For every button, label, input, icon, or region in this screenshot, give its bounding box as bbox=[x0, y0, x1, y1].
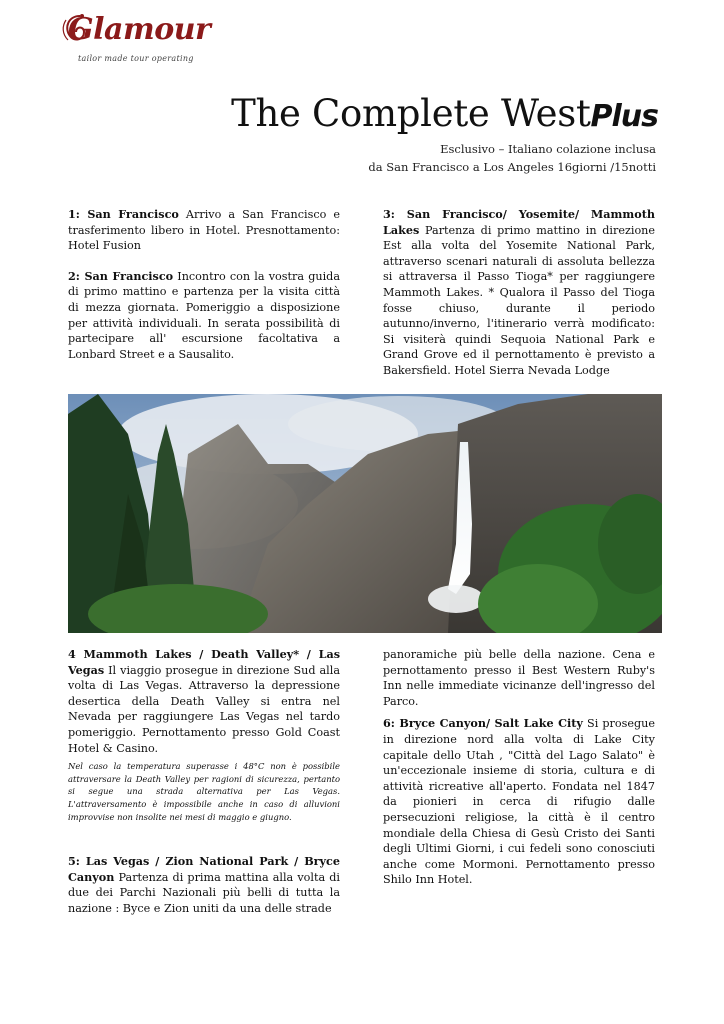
title-plus: Plus bbox=[590, 99, 658, 134]
column-bottom-right bbox=[383, 647, 655, 903]
day-2 bbox=[68, 269, 340, 363]
day-3 bbox=[383, 207, 655, 379]
subtitle-line-1: Esclusivo – Italiano colazione inclusa bbox=[440, 142, 656, 156]
day-4-heading: 4 Mammoth Lakes / Death Valley* / Las Vegas bbox=[68, 647, 340, 677]
day-5-text: Partenza di prima mattina alla volta di due dei Parchi Nazionali più belli di tutta la nazione : Byce e Zion uniti da una delle strade bbox=[68, 870, 340, 915]
day-4-note: Nel caso la temperatura superasse i 48°C non è possibile attraversare la Death Valley per ragioni di sicurezza, pertanto si segue una strada alternativa per Las Vegas. L'attraversamento è impossibile anche in caso di alluvioni improvvise non insolite nei mesi di maggio e giugno. bbox=[68, 761, 340, 822]
day-6 bbox=[383, 716, 655, 888]
day-6-text: Si prosegue in direzione nord alla volta di Lake City capitale dello Utah , "Città del Lago Salato" è un'eccezionale insieme di storia, cultura e di attività ricreative all'aperto. Fondata nel 1847 da pionieri in cerca di rifugio dalle persecuzioni religiose, la città è il centro mondiale della Chiesa di Gesù Cristo dei Santi degli Ultimi Giorni, i cui fedeli sono conosciuti anche come Mormoni. Pernottamento presso Shilo Inn Hotel. bbox=[383, 717, 655, 887]
day-2-heading: 2: San Francisco bbox=[68, 268, 174, 283]
column-bottom-left bbox=[68, 647, 340, 932]
day-5 bbox=[68, 854, 340, 916]
page-title bbox=[231, 92, 658, 135]
day-3-heading: 3: San Francisco/ Yosemite/ Mammoth Lakes bbox=[383, 207, 655, 237]
day-6-heading: 6: Bryce Canyon/ Salt Lake City bbox=[383, 716, 583, 731]
logo-tagline: tailor made tour operating bbox=[78, 54, 194, 63]
day-2-text: Incontro con la vostra guida di primo mattino e partenza per la visita città di mezza giornata. Pomeriggio a disposizione per attività individuali. In serata possibilità di partecipare all' escursione facoltativa a Lonbard Street e a Sausalito. bbox=[68, 269, 340, 361]
day-1-heading: 1: San Francisco bbox=[68, 207, 179, 221]
brand-logo bbox=[66, 12, 211, 68]
day-1 bbox=[68, 207, 340, 254]
logo-wordmark: Glamour bbox=[68, 12, 211, 47]
page-subtitle bbox=[368, 140, 656, 176]
day-4-text: Il viaggio prosegue in direzione Sud alla volta di Las Vegas. Attraverso la depressione desertica della Death Valley si entra nel Nevada per raggiungere Las Vegas nel tardo pomeriggio. Pernottamento presso Gold Coast Hotel & Casino. bbox=[68, 663, 340, 755]
day-5-heading: 5: Las Vegas / Zion National Park / Bryce Canyon bbox=[68, 854, 340, 884]
column-top-right bbox=[383, 207, 655, 394]
yosemite-waterfall-photo bbox=[68, 394, 662, 633]
day-1-text: Arrivo a San Francisco e trasferimento libero in Hotel. Presnottamento: Hotel Fusion bbox=[68, 208, 341, 253]
day-5-continued: panoramiche più belle della nazione. Cena e pernottamento presso il Best Western Ruby's Inn nelle immediate vicinanze dell'ingresso del Parco. bbox=[383, 648, 655, 708]
title-main: The Complete West bbox=[231, 92, 591, 135]
day-4 bbox=[68, 647, 340, 756]
subtitle-line-2: da San Francisco a Los Angeles 16giorni /15notti bbox=[368, 160, 656, 174]
column-top-left bbox=[68, 207, 340, 377]
day-3-text: Partenza di primo mattino in direzione Est alla volta del Yosemite National Park, attraverso scenari naturali di assoluta bellezza si attraversa il Passo Tioga* per raggiungere Mammoth Lakes. * Qualora il Passo del Tioga fosse chiuso, durante il periodo autunno/inverno, l'itinerario verrà modificato: Si visiterà quindi Sequoia National Park e Grand Grove ed il pernottamento è previsto a Bakersfield. Hotel Sierra Nevada Lodge bbox=[383, 223, 655, 377]
